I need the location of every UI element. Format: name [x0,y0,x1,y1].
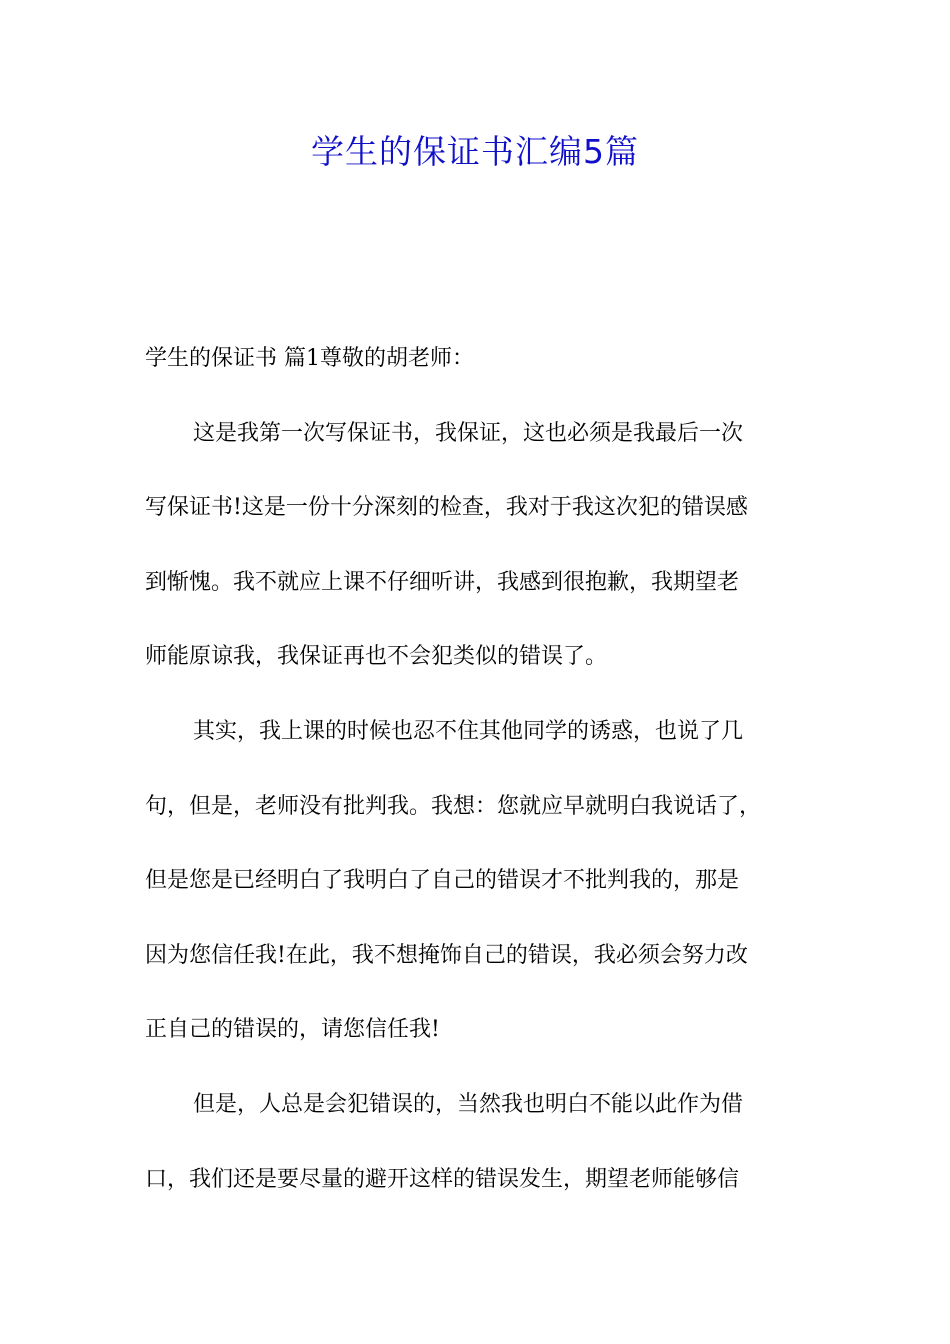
paragraph-line: 到惭愧。我不就应上课不仔细听讲，我感到很抱歉，我期望老 [145,569,740,595]
section-heading: 学生的保证书 篇1尊敬的胡老师： [145,346,474,371]
paragraph-line: 句，但是，老师没有批判我。我想：您就应早就明白我说话了， [145,793,762,819]
paragraph-3 [145,1086,825,1235]
paragraph-line: 因为您信任我!在此，我不想掩饰自己的错误，我必须会努力改 [145,942,748,968]
paragraph-line: 但是，人总是会犯错误的，当然我也明白不能以此作为借 [193,1091,744,1117]
paragraph-line: 这是我第一次写保证书，我保证，这也必须是我最后一次 [193,420,744,446]
paragraph-line: 正自己的错误的，请您信任我! [145,1017,440,1043]
paragraph-1 [145,415,825,713]
paragraph-line: 师能原谅我，我保证再也不会犯类似的错误了。 [145,644,608,670]
document-body [145,340,825,1235]
paragraph-line: 口，我们还是要尽量的避开这样的错误发生，期望老师能够信 [145,1166,740,1192]
document-title: 学生的保证书汇编5篇 [311,132,639,171]
paragraph-line: 其实，我上课的时候也忍不住其他同学的诱惑，也说了几 [193,718,744,744]
paragraph-line: 写保证书!这是一份十分深刻的检查，我对于我这次犯的错误感 [145,495,748,521]
paragraph-2 [145,713,825,1086]
paragraph-line: 但是您是已经明白了我明白了自己的错误才不批判我的，那是 [145,868,740,894]
